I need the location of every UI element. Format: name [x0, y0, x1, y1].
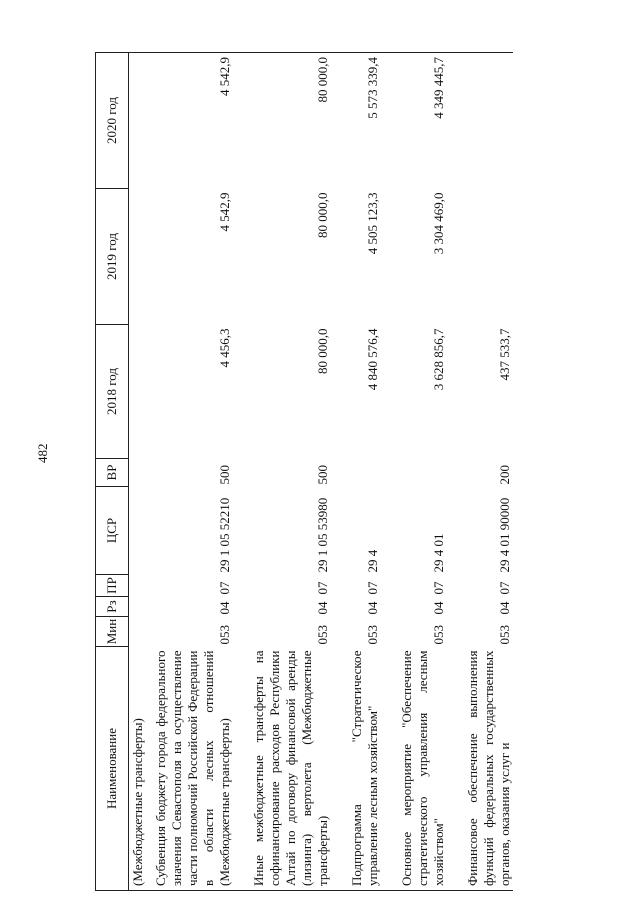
row-2019: 4 505 123,3 — [365, 192, 380, 255]
row-name: Финансовое обеспечение выполнения функций федеральных государственных органов, оказания услуг и — [464, 647, 513, 891]
row-2019 — [464, 189, 513, 325]
row-csr — [129, 487, 153, 575]
row-name: Иные межбюджетные трансферты на софинансирование расходов Республики Алтай по договору финансовой аренды (лизинга) вертолета (Межбюджетные трансферты) — [250, 647, 335, 891]
row-2018: 3 628 856,7 — [431, 328, 446, 391]
row-2020: 80 000,0 — [250, 53, 335, 189]
row-pr — [129, 575, 153, 597]
row-csr: 29 4 01 — [431, 533, 446, 573]
row-2019: 3 304 469,0 — [431, 192, 446, 255]
row-rz: 04 — [431, 601, 446, 615]
header-2020: 2020 год — [96, 53, 129, 189]
row-2020: 4 542,9 — [152, 53, 237, 189]
spacer-cell — [237, 189, 250, 647]
row-min: 053 — [365, 625, 380, 645]
row-rz: 04 — [365, 601, 380, 615]
row-rz — [129, 597, 153, 617]
row-2019: 4 542,9 — [217, 192, 232, 232]
row-spacer — [385, 53, 398, 891]
row-2019: 80 000,0 — [315, 192, 330, 238]
row-rz: 04 — [315, 601, 330, 615]
table-row — [348, 53, 385, 891]
row-pr: 07 — [315, 581, 330, 595]
row-vr: 500 — [217, 465, 232, 485]
table-header-row — [96, 53, 129, 891]
spacer-cell — [335, 53, 348, 189]
budget-table-rotated — [95, 53, 625, 891]
header-pr: ПР — [96, 575, 129, 597]
spacer-cell — [237, 53, 250, 189]
budget-table — [95, 52, 513, 891]
spacer-cell — [237, 647, 250, 891]
row-2018: 4 456,3 — [217, 328, 232, 368]
spacer-cell — [451, 53, 464, 189]
row-pr: 07 — [431, 581, 446, 595]
spacer-cell — [335, 647, 348, 891]
row-vr: 500 — [315, 465, 330, 485]
table-row — [129, 53, 153, 891]
row-vr: 200 — [497, 465, 512, 485]
row-min: 053 — [431, 625, 446, 645]
spacer-cell — [335, 189, 348, 647]
row-vr — [129, 459, 153, 487]
row-rz: 04 — [217, 601, 232, 615]
row-spacer — [335, 53, 348, 891]
spacer-cell — [385, 189, 398, 647]
row-min: 053 — [497, 625, 512, 645]
table-row — [398, 53, 451, 891]
row-rz: 04 — [497, 601, 512, 615]
row-vr — [398, 459, 451, 487]
row-vr — [348, 459, 385, 487]
row-2020: 5 573 339,4 — [348, 53, 385, 189]
row-min: 053 — [315, 625, 330, 645]
row-min — [129, 617, 153, 647]
row-2018: 437 533,7 — [497, 328, 512, 381]
header-name: Наименование — [96, 647, 129, 891]
row-2020 — [129, 53, 153, 189]
spacer-cell — [385, 647, 398, 891]
row-pr: 07 — [365, 581, 380, 595]
row-min: 053 — [217, 625, 232, 645]
row-2019 — [129, 189, 153, 325]
page-number: 482 — [35, 443, 50, 463]
row-name: Подпрограмма "Стратегическое управление лесным хозяйством" — [348, 647, 385, 891]
header-min: Мин — [96, 617, 129, 647]
table-row — [152, 53, 237, 891]
header-csr: ЦСР — [96, 487, 129, 575]
row-2018: 4 840 576,4 — [365, 328, 380, 391]
table-row — [464, 53, 513, 891]
row-pr: 07 — [217, 581, 232, 595]
row-csr: 29 4 01 90000 — [497, 497, 512, 573]
header-rz: Рз — [96, 597, 129, 617]
header-vr: ВР — [96, 459, 129, 487]
row-csr: 29 1 05 52210 — [217, 497, 232, 573]
spacer-cell — [451, 189, 464, 647]
row-csr: 29 1 05 53980 — [315, 497, 330, 573]
row-spacer — [237, 53, 250, 891]
row-2020 — [464, 53, 513, 189]
row-name: Субвенция бюджету города федерального значения Севастополя на осуществление части полномочий Российской Федерации в области лесных отношений (Межбюджетные трансферты) — [152, 647, 237, 891]
spacer-cell — [385, 53, 398, 189]
header-2019: 2019 год — [96, 189, 129, 325]
row-name: Основное мероприятие "Обеспечение стратегического управления лесным хозяйством" — [398, 647, 451, 891]
row-2018 — [129, 325, 153, 459]
row-2020: 4 349 445,7 — [398, 53, 451, 189]
row-name: (Межбюджетные трансферты) — [129, 647, 153, 891]
header-2018: 2018 год — [96, 325, 129, 459]
row-pr: 07 — [497, 581, 512, 595]
row-2018: 80 000,0 — [315, 328, 330, 374]
spacer-cell — [451, 647, 464, 891]
table-row — [250, 53, 335, 891]
row-csr: 29 4 — [365, 549, 380, 573]
row-spacer — [451, 53, 464, 891]
